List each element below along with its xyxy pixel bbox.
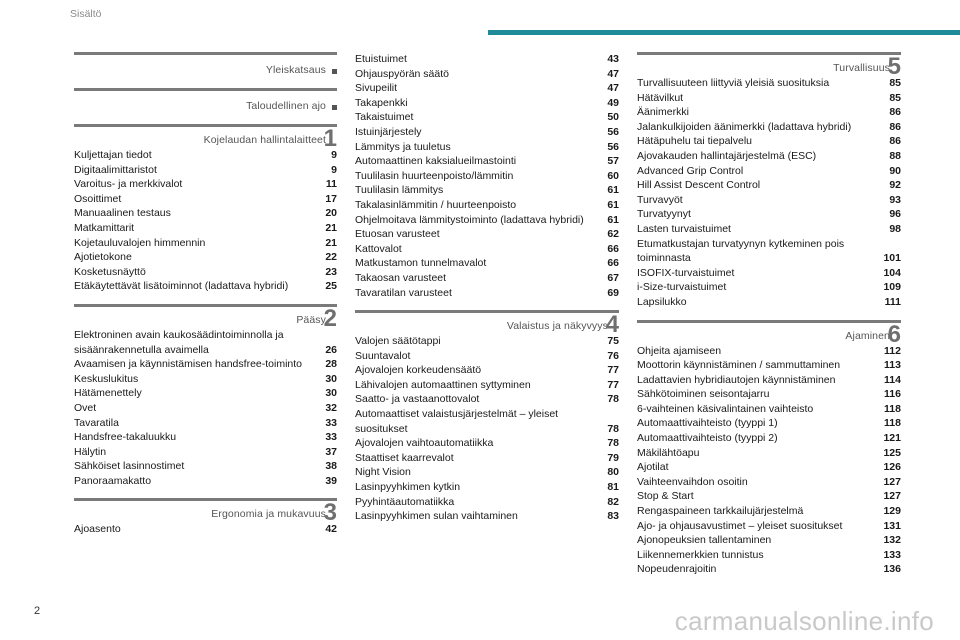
toc-column-1 [74, 52, 337, 547]
toc-entry-label: Ohjeita ajamiseen [637, 344, 722, 357]
toc-entry-label: Takaosan varusteet [355, 271, 447, 284]
toc-entry-page: 116 [884, 388, 901, 401]
toc-entry-page: 79 [607, 451, 619, 464]
toc-entry-label: Ajonopeuksien tallentaminen [637, 534, 772, 547]
toc-entry-label: Elektroninen avain kaukosäädintoiminnolla ja sisäänrakennetulla avaimella [74, 328, 284, 356]
toc-entry[interactable] [637, 193, 901, 208]
toc-entry[interactable] [355, 110, 619, 125]
toc-entry-page: 66 [607, 257, 619, 270]
toc-entry-label: Turvavyöt [637, 193, 683, 206]
toc-entry[interactable] [74, 328, 337, 357]
toc-entry[interactable] [637, 120, 901, 135]
toc-entry-label: Avaamisen ja käynnistämisen handsfree-toiminto [74, 358, 303, 371]
toc-entry-list [355, 52, 619, 300]
toc-entry-page: 67 [607, 271, 619, 284]
toc-entry-page: 22 [325, 251, 337, 264]
toc-entry-page: 92 [889, 179, 901, 192]
toc-entry[interactable] [74, 386, 337, 401]
toc-entry-page: 25 [325, 280, 337, 293]
toc-entry[interactable] [355, 465, 619, 480]
toc-entry-list [74, 148, 337, 294]
toc-entry[interactable] [74, 163, 337, 178]
toc-entry[interactable] [355, 451, 619, 466]
toc-entry-label: Keskuslukitus [74, 372, 139, 385]
header-accent-bar [488, 30, 960, 35]
toc-entry-page: 104 [883, 266, 901, 279]
toc-section [637, 320, 901, 578]
toc-entry-page: 78 [607, 422, 619, 435]
toc-entry[interactable] [637, 178, 901, 193]
toc-entry-label: Kosketusnäyttö [74, 265, 146, 278]
header-title: Sisältö [70, 8, 102, 20]
toc-entry-page: 42 [325, 523, 337, 536]
toc-entry-label: Panoraamakatto [74, 474, 152, 487]
toc-column-2 [355, 52, 619, 534]
toc-entry-page: 136 [883, 563, 901, 576]
toc-entry[interactable] [355, 256, 619, 271]
toc-entry-page: 81 [607, 481, 619, 494]
section-header [74, 304, 337, 332]
toc-entry-page: 83 [607, 510, 619, 523]
toc-entry[interactable] [637, 431, 901, 446]
toc-entry-label: Lämmitys ja tuuletus [355, 140, 451, 153]
toc-entry-page: 82 [607, 495, 619, 508]
toc-entry-page: 76 [607, 349, 619, 362]
toc-entry-label: Matkustamon tunnelmavalot [355, 257, 487, 270]
toc-entry-label: Osoittimet [74, 192, 122, 205]
toc-entry[interactable] [355, 495, 619, 510]
toc-entry-label: Vaihteenvaihdon osoitin [637, 475, 748, 488]
toc-entry-page: 56 [607, 140, 619, 153]
toc-entry[interactable] [355, 436, 619, 451]
toc-entry-page: 121 [883, 432, 901, 445]
toc-entry[interactable] [74, 221, 337, 236]
toc-entry[interactable] [637, 207, 901, 222]
toc-entry-label: Etuosan varusteet [355, 228, 440, 241]
section-header [355, 310, 619, 339]
toc-entry-label: Manuaalinen testaus [74, 207, 171, 220]
toc-entry[interactable] [355, 509, 619, 524]
toc-entry-label: Hätäpuhelu tai tiepalvelu [637, 135, 752, 148]
toc-entry-label: Turvallisuuteen liittyviä yleisiä suosituksia [637, 77, 830, 89]
toc-entry-label: Automaattinen kaksialueilmastointi [355, 155, 517, 168]
toc-entry-label: Pyyhintäautomatiikka [355, 495, 455, 508]
toc-entry-label: Äänimerkki [637, 106, 689, 119]
toc-entry[interactable] [74, 459, 337, 474]
toc-entry[interactable] [637, 548, 901, 563]
toc-entry-label: Saatto- ja vastaanottovalot [355, 393, 480, 406]
toc-entry[interactable] [74, 279, 337, 294]
section-header [74, 498, 337, 527]
section-title: Taloudellinen ajo [246, 100, 326, 112]
section-header [74, 52, 337, 78]
toc-entry[interactable] [355, 407, 619, 436]
toc-entry[interactable] [74, 236, 337, 251]
toc-entry-page: 113 [884, 359, 901, 372]
toc-entry-label: ISOFIX-turvaistuimet [637, 266, 735, 279]
toc-entry[interactable] [74, 206, 337, 221]
toc-entry-page: 77 [607, 364, 619, 377]
toc-section [355, 52, 619, 300]
toc-entry[interactable] [355, 183, 619, 198]
toc-entry-page: 60 [607, 169, 619, 182]
toc-entry-label: Kuljettajan tiedot [74, 149, 152, 161]
toc-entry-page: 33 [325, 431, 337, 444]
toc-entry[interactable] [637, 519, 901, 534]
toc-entry-page: 126 [883, 461, 901, 474]
toc-entry[interactable] [355, 198, 619, 213]
toc-entry-label: Night Vision [355, 466, 411, 479]
toc-entry-label: Sähköiset lasinnostimet [74, 460, 185, 473]
section-header [74, 124, 337, 152]
section-number: 5 [887, 53, 901, 80]
section-bullet-icon [332, 69, 337, 74]
toc-entry[interactable] [355, 392, 619, 407]
toc-entry-label: Kojetauluvalojen himmennin [74, 236, 206, 249]
toc-entry-page: 20 [325, 207, 337, 220]
toc-section [74, 304, 337, 489]
toc-entry[interactable] [355, 140, 619, 155]
toc-entry[interactable] [355, 363, 619, 378]
toc-entry-label: Takapenkki [355, 96, 408, 109]
toc-entry-page: 61 [607, 198, 619, 211]
toc-entry-label: Staattiset kaarrevalot [355, 451, 454, 464]
section-title: Ergonomia ja mukavuus [211, 508, 326, 521]
toc-entry-label: Handsfree-takaluukku [74, 431, 177, 444]
toc-entry-page: 61 [607, 213, 619, 226]
toc-entry-page: 66 [607, 242, 619, 255]
toc-entry[interactable] [637, 344, 901, 359]
toc-entry-page: 93 [889, 193, 901, 206]
toc-entry[interactable] [637, 358, 901, 373]
toc-entry[interactable] [74, 265, 337, 280]
toc-entry[interactable] [637, 562, 901, 577]
toc-entry[interactable] [355, 378, 619, 393]
section-number: 3 [323, 499, 337, 527]
section-bullet-icon [332, 105, 337, 110]
page-number: 2 [34, 605, 41, 617]
toc-section [355, 310, 619, 524]
toc-entry-label: Takaistuimet [355, 111, 414, 124]
toc-entry-page: 33 [325, 416, 337, 429]
toc-entry[interactable] [637, 489, 901, 504]
toc-entry-label: Ohjelmoitava lämmitystoiminto (ladattava hybridi) [355, 213, 584, 226]
toc-entry[interactable] [355, 125, 619, 140]
toc-column-3 [637, 52, 901, 587]
section-title: Kojelaudan hallintalaitteet [203, 134, 326, 146]
toc-entry-page: 21 [325, 221, 337, 234]
toc-entry-label: Hill Assist Descent Control [637, 179, 761, 192]
toc-entry-label: Tuulilasin lämmitys [355, 184, 444, 197]
toc-entry-label: Hälytin [74, 445, 107, 458]
toc-entry[interactable] [74, 430, 337, 445]
toc-entry[interactable] [355, 242, 619, 257]
toc-entry-page: 17 [325, 192, 337, 205]
toc-entry-page: 133 [883, 548, 901, 561]
toc-entry[interactable] [74, 401, 337, 416]
toc-entry-label: Suuntavalot [355, 349, 411, 362]
toc-entry[interactable] [74, 192, 337, 207]
toc-entry-list [74, 328, 337, 489]
toc-entry-page: 127 [883, 490, 901, 503]
toc-entry[interactable] [74, 148, 337, 163]
section-number: 1 [323, 125, 337, 152]
toc-entry[interactable] [74, 250, 337, 265]
toc-entry-page: 9 [331, 149, 337, 161]
toc-entry[interactable] [355, 81, 619, 96]
toc-entry-page: 30 [325, 387, 337, 400]
section-header [74, 88, 337, 114]
toc-entry-label: Sähkötoiminen seisontajarru [637, 388, 770, 401]
toc-entry-label: 6-vaihteinen käsivalintainen vaihteisto [637, 402, 814, 415]
toc-entry-label: Ohjauspyörän säätö [355, 67, 449, 80]
toc-entry-label: Lasinpyyhkimen kytkin [355, 481, 461, 494]
toc-entry-page: 75 [607, 335, 619, 348]
toc-entry-label: Etäkäytettävät lisätoiminnot (ladattava hybridi) [74, 280, 289, 293]
toc-entry-page: 86 [889, 120, 901, 133]
toc-entry-list [637, 344, 901, 578]
toc-entry-label: i-Size-turvaistuimet [637, 281, 727, 294]
toc-section [74, 124, 337, 294]
toc-entry-page: 47 [607, 82, 619, 95]
toc-entry-page: 50 [607, 111, 619, 124]
toc-entry-label: Automaattiset valaistusjärjestelmät – yleiset suositukset [355, 408, 559, 435]
toc-entry-page: 69 [607, 286, 619, 299]
toc-entry-page: 23 [325, 265, 337, 278]
toc-entry-label: Ladattavien hybridiautojen käynnistäminen [637, 373, 836, 386]
toc-entry-label: Varoitus- ja merkkivalot [74, 178, 183, 191]
toc-entry[interactable] [637, 280, 901, 295]
toc-entry[interactable] [355, 271, 619, 286]
toc-entry-page: 112 [884, 344, 901, 357]
toc-entry-page: 129 [883, 505, 901, 518]
toc-entry-page: 111 [884, 295, 901, 308]
toc-entry-label: Ajovalojen korkeudensäätö [355, 364, 482, 377]
toc-entry-label: Moottorin käynnistäminen / sammuttaminen [637, 359, 841, 372]
toc-entry-page: 118 [884, 417, 901, 430]
toc-entry-page: 88 [889, 149, 901, 162]
toc-entry-page: 43 [607, 53, 619, 65]
toc-entry-label: Stop & Start [637, 490, 694, 503]
toc-entry-label: Tavaratila [74, 416, 119, 429]
toc-entry-page: 77 [607, 378, 619, 391]
toc-entry-page: 61 [607, 184, 619, 197]
toc-entry-page: 86 [889, 135, 901, 148]
toc-entry-label: Ajotilat [637, 461, 669, 474]
toc-entry-label: Lasten turvaistuimet [637, 222, 731, 235]
toc-entry-page: 37 [325, 445, 337, 458]
toc-entry-page: 86 [889, 106, 901, 119]
toc-entry[interactable] [637, 504, 901, 519]
toc-entry[interactable] [637, 76, 901, 91]
toc-entry-page: 39 [325, 474, 337, 487]
watermark: carmanualsonline.info [674, 606, 934, 636]
toc-entry[interactable] [355, 169, 619, 184]
section-number: 2 [323, 304, 337, 332]
toc-entry[interactable] [637, 446, 901, 461]
toc-section [74, 88, 337, 114]
toc-entry-page: 98 [889, 222, 901, 235]
toc-entry[interactable] [355, 286, 619, 301]
toc-entry-label: Istuinjärjestely [355, 125, 422, 138]
toc-entry[interactable] [637, 149, 901, 164]
section-title: Yleiskatsaus [265, 64, 326, 76]
toc-entry-label: Tuulilasin huurteenpoisto/lämmitin [355, 169, 514, 182]
toc-entry-page: 118 [884, 402, 901, 415]
toc-entry[interactable] [74, 177, 337, 192]
toc-entry-list [637, 76, 901, 310]
toc-entry[interactable] [637, 475, 901, 490]
toc-entry[interactable] [355, 480, 619, 495]
section-number: 6 [887, 320, 901, 348]
toc-entry-label: Ajovalojen vaihtoautomatiikka [355, 437, 494, 450]
section-title: Ajaminen [845, 329, 890, 342]
toc-entry-page: 78 [607, 437, 619, 450]
toc-entry[interactable] [637, 387, 901, 402]
toc-entry[interactable] [74, 445, 337, 460]
toc-entry[interactable] [637, 373, 901, 388]
toc-entry-label: Ajo- ja ohjausavustimet – yleiset suositukset [637, 519, 843, 532]
toc-entry[interactable] [637, 222, 901, 237]
toc-entry-label: Liikennemerkkien tunnistus [637, 548, 764, 561]
toc-entry-page: 9 [331, 163, 337, 176]
toc-entry[interactable] [637, 134, 901, 149]
toc-section [637, 52, 901, 310]
section-title: Valaistus ja näkyvyys [506, 320, 608, 333]
toc-entry-label: Lähivalojen automaattinen syttyminen [355, 378, 531, 391]
toc-entry[interactable] [74, 474, 337, 489]
toc-entry-label: Ajotietokone [74, 251, 132, 264]
toc-entry-page: 28 [325, 358, 337, 371]
toc-entry[interactable] [637, 416, 901, 431]
toc-entry-page: 131 [883, 519, 901, 532]
toc-entry-label: Takalasinlämmitin / huurteenpoisto [355, 198, 517, 211]
toc-entry-label: Turvatyynyt [637, 208, 691, 221]
toc-entry[interactable] [355, 227, 619, 242]
toc-entry-page: 85 [889, 77, 901, 89]
toc-entry-label: Digitaalimittaristot [74, 163, 157, 176]
toc-entry-label: Hätävilkut [637, 91, 684, 104]
toc-entry[interactable] [637, 460, 901, 475]
toc-entry-page: 127 [883, 475, 901, 488]
toc-entry[interactable] [637, 402, 901, 417]
toc-entry-label: Valojen säätötappi [355, 335, 441, 348]
toc-entry-label: Rengaspaineen tarkkailujärjestelmä [637, 505, 804, 518]
section-title: Turvallisuus [833, 62, 890, 74]
toc-entry-page: 49 [607, 96, 619, 109]
toc-entry-label: Matkamittarit [74, 221, 135, 234]
toc-entry-label: Advanced Grip Control [637, 164, 744, 177]
toc-entry-page: 125 [883, 446, 901, 459]
toc-entry-page: 56 [607, 125, 619, 138]
section-title: Pääsy [296, 313, 326, 326]
toc-entry[interactable] [355, 349, 619, 364]
toc-entry[interactable] [355, 67, 619, 82]
toc-entry[interactable] [637, 164, 901, 179]
toc-section [74, 52, 337, 78]
toc-section [74, 498, 337, 537]
toc-entry-page: 85 [889, 91, 901, 104]
toc-entry[interactable] [74, 416, 337, 431]
toc-entry-label: Ajovakauden hallintajärjestelmä (ESC) [637, 149, 817, 162]
toc-entry[interactable] [637, 105, 901, 120]
toc-entry[interactable] [355, 96, 619, 111]
toc-entry[interactable] [637, 266, 901, 281]
toc-entry-page: 11 [325, 178, 337, 191]
toc-entry[interactable] [74, 372, 337, 387]
toc-entry-label: Automaattivaihteisto (tyyppi 2) [637, 432, 778, 445]
toc-entry[interactable] [74, 357, 337, 372]
toc-entry-label: Ovet [74, 401, 97, 414]
toc-entry[interactable] [355, 334, 619, 349]
toc-entry-label: Lapsilukko [637, 295, 687, 308]
toc-entry[interactable] [637, 295, 901, 310]
section-number: 4 [605, 311, 619, 339]
toc-entry-page: 90 [889, 164, 901, 177]
toc-entry-label: Sivupeilit [355, 82, 398, 95]
toc-entry[interactable] [355, 213, 619, 228]
toc-entry-page: 62 [607, 228, 619, 241]
toc-entry-label: Automaattivaihteisto (tyyppi 1) [637, 417, 778, 430]
toc-entry-label: Etuistuimet [355, 53, 407, 65]
toc-entry[interactable] [355, 52, 619, 67]
toc-entry-label: Tavaratilan varusteet [355, 286, 452, 299]
toc-entry-page: 26 [325, 343, 337, 356]
toc-entry-list [74, 522, 337, 537]
toc-entry[interactable] [637, 533, 901, 548]
toc-entry-page: 101 [883, 252, 901, 265]
toc-entry-label: Kattovalot [355, 242, 402, 255]
toc-entry-page: 80 [607, 466, 619, 479]
toc-entry[interactable] [74, 522, 337, 537]
toc-entry-page: 109 [883, 281, 901, 294]
toc-entry-label: Lasinpyyhkimen sulan vaihtaminen [355, 510, 518, 523]
toc-entry-page: 30 [325, 372, 337, 385]
toc-entry-page: 32 [325, 401, 337, 414]
toc-entry-page: 96 [889, 208, 901, 221]
section-header [637, 52, 901, 80]
section-header [637, 320, 901, 348]
toc-entry-page: 38 [325, 460, 337, 473]
toc-entry[interactable] [637, 91, 901, 106]
toc-entry-label: Nopeudenrajoitin [637, 563, 717, 576]
toc-entry-page: 47 [607, 67, 619, 80]
toc-entry[interactable] [355, 154, 619, 169]
toc-entry-label: Mäkilähtöapu [637, 446, 700, 459]
toc-entry-label: Ajoasento [74, 523, 121, 536]
toc-entry-list [355, 334, 619, 524]
toc-entry[interactable] [637, 237, 901, 266]
toc-entry-page: 21 [325, 236, 337, 249]
toc-entry-page: 78 [607, 393, 619, 406]
toc-entry-page: 114 [884, 373, 901, 386]
toc-entry-label: Hätämenettely [74, 387, 142, 400]
toc-entry-label: Etumatkustajan turvatyynyn kytkeminen pois toiminnasta [637, 237, 845, 265]
toc-entry-page: 132 [883, 534, 901, 547]
toc-entry-label: Jalankulkijoiden äänimerkki (ladattava hybridi) [637, 120, 852, 133]
toc-entry-page: 57 [607, 155, 619, 168]
